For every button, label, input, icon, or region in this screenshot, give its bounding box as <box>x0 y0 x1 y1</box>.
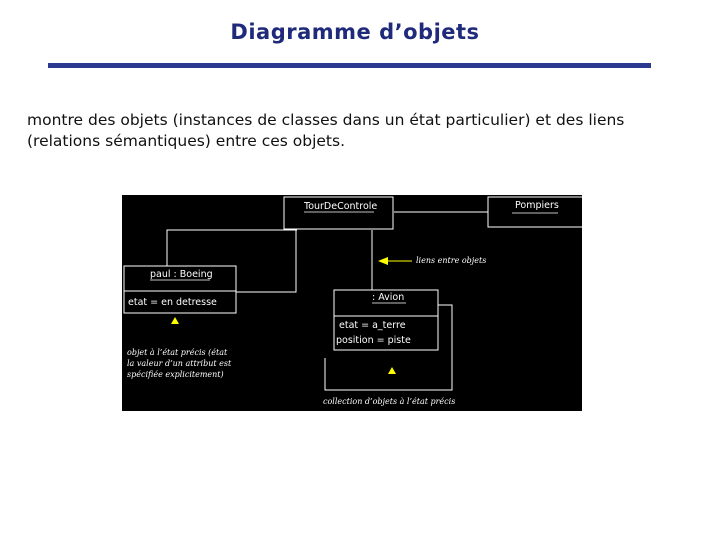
object-tour-de-controle <box>284 197 393 229</box>
object-attribute: etat = a_terre <box>339 320 406 331</box>
object-pompiers <box>488 197 582 227</box>
object-diagram-canvas <box>122 195 582 411</box>
object-name: Pompiers <box>515 200 559 211</box>
pointer-triangle-icon <box>171 317 179 324</box>
object-attribute: position = piste <box>336 335 411 346</box>
object-avion <box>334 290 438 350</box>
title-divider <box>48 63 651 68</box>
note-state-object-line: spécifiée explicitement) <box>127 370 224 379</box>
object-diagram <box>122 195 582 411</box>
note-links: liens entre objets <box>416 256 487 265</box>
link-tour-paul <box>167 230 297 266</box>
slide-description: montre des objets (instances de classes dans un état particulier) et des liens (relations sémantiques) entre ces objets. <box>27 111 625 150</box>
object-name: paul : Boeing <box>150 269 213 280</box>
arrow-head-icon <box>378 257 388 265</box>
link-tour-paul-2 <box>236 230 296 292</box>
slide-title: Diagramme d’objets <box>230 20 480 44</box>
note-collection: collection d’objets à l’état précis <box>323 397 456 406</box>
object-paul-boeing <box>124 266 236 313</box>
object-attribute: etat = en detresse <box>128 297 217 308</box>
collection-bracket <box>325 305 452 390</box>
object-name: : Avion <box>372 292 405 303</box>
pointer-triangle-icon <box>388 367 396 374</box>
links-arrow <box>378 257 412 265</box>
note-state-object-line: objet à l’état précis (état <box>127 348 228 357</box>
note-state-object-line: la valeur d’un attribut est <box>127 359 232 368</box>
object-name: TourDeControle <box>304 201 378 212</box>
